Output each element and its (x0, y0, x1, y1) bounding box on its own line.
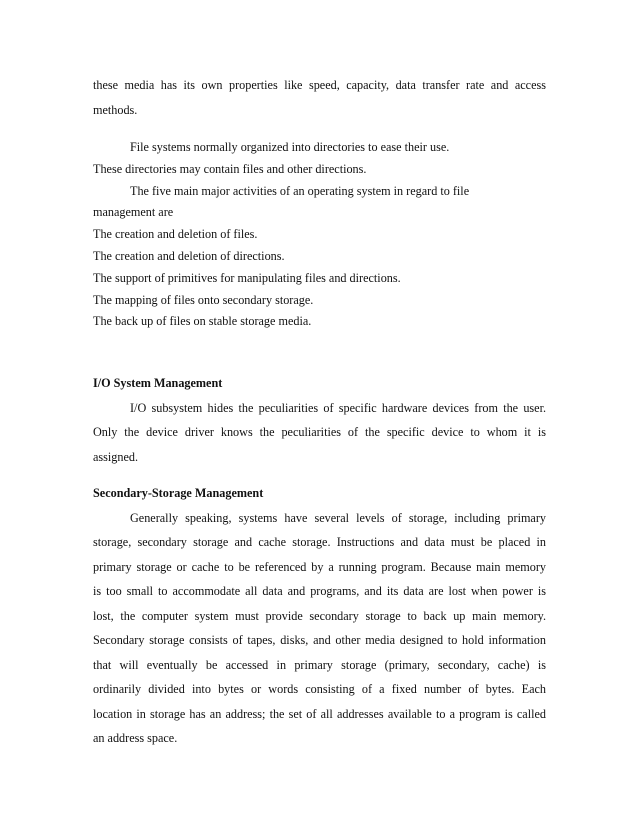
intro-paragraph (93, 73, 546, 122)
text-line: primary storage or cache to be referenced by a running program. Because main memory (93, 559, 546, 574)
text-line: these media has its own properties like speed, capacity, data transfer rate and access (93, 78, 546, 92)
io-section (93, 371, 546, 469)
text-line: File systems normally organized into directories to ease their use. (130, 140, 450, 154)
text-line: is too small to accommodate all data and programs, and its data are lost when power is (93, 584, 546, 598)
file-management-paragraph (93, 137, 546, 333)
text-line: that will eventually be accessed in primary storage (primary, secondary, cache) is (93, 657, 546, 672)
text-line: Secondary storage consists of tapes, disks, and other media designed to hold information (93, 633, 546, 647)
text-line: lost, the computer system must provide secondary storage to back up main memory. (93, 608, 546, 623)
list-item: The support of primitives for manipulating files and directions. (93, 270, 401, 285)
text-line: ordinarily divided into bytes or words consisting of a fixed number of bytes. Each (93, 682, 546, 696)
list-item: The back up of files on stable storage media. (93, 314, 312, 329)
text-line: The five main major activities of an operating system in regard to file (130, 183, 470, 198)
section-heading: Secondary-Storage Management (93, 486, 264, 500)
list-item: The mapping of files onto secondary storage. (93, 292, 314, 307)
section-heading: I/O System Management (93, 376, 223, 390)
text-line: storage, secondary storage and cache storage. Instructions and data must be placed in (93, 535, 546, 549)
text-line: an address space. (93, 731, 178, 745)
text-line: Only the device driver knows the peculiarities of the specific device to whom it is (93, 425, 546, 439)
text-line: These directories may contain files and other directions. (93, 161, 367, 176)
text-line: location in storage has an address; the set of all addresses available to a program is called (93, 706, 546, 721)
text-line: I/O subsystem hides the peculiarities of specific hardware devices from the user. (130, 400, 546, 415)
list-item: The creation and deletion of files. (93, 227, 258, 242)
list-item: The creation and deletion of directions. (93, 248, 285, 263)
text-line: methods. (93, 102, 138, 117)
storage-section (93, 481, 546, 751)
text-line: management are (93, 205, 174, 220)
text-line: Generally speaking, systems have several levels of storage, including primary (130, 510, 546, 525)
text-line: assigned. (93, 449, 139, 464)
